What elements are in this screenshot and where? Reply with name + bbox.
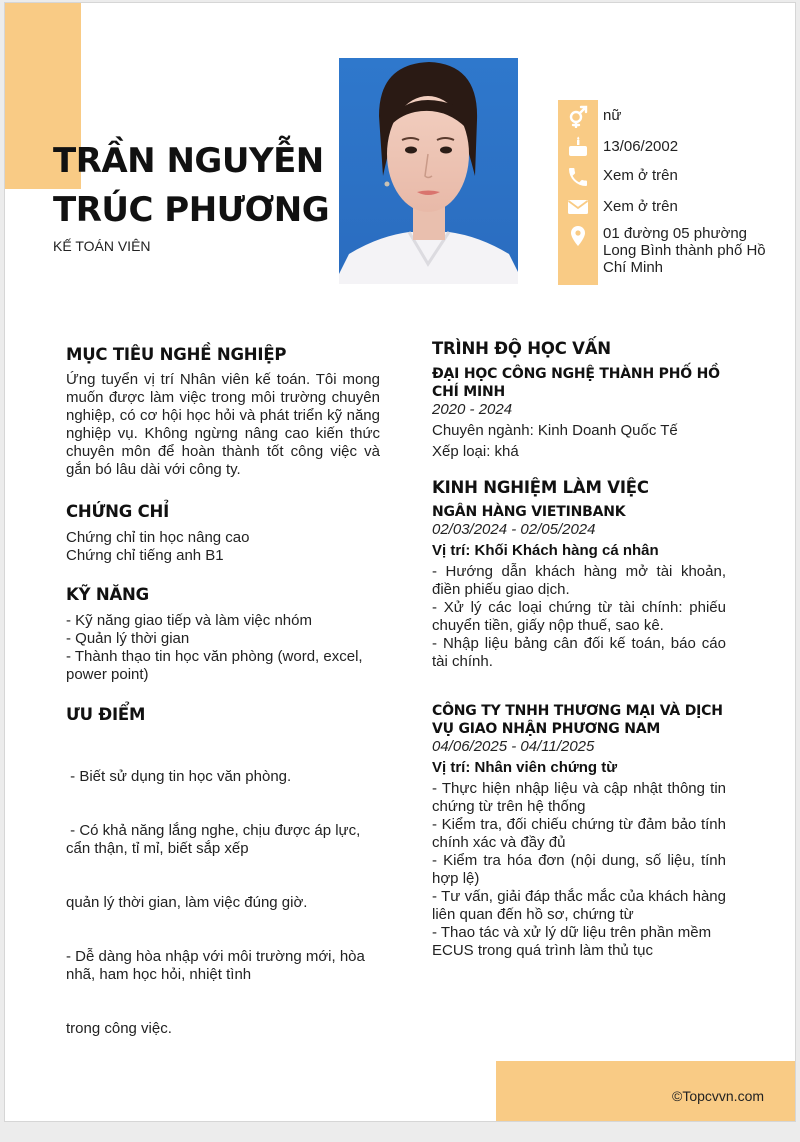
job-duty: - Hướng dẫn khách hàng mở tài khoản, điền phiếu giao dịch. [432,563,726,598]
school-name: ĐẠI HỌC CÔNG NGHỆ THÀNH PHỐ HỒ CHÍ MINH [432,366,720,400]
list-item: - Biết sử dụng tin học văn phòng. [66,768,292,785]
address-line: Chí Minh [603,259,664,276]
objective-text: Ứng tuyển vị trí Nhân viên kế toán. Tôi mong muốn được làm việc trong môi trường chuyên nghiệp, có cơ hội học hỏi và phát triển kỹ năng nghiệp vụ. Không ngừng nâng cao kiến thức chuyên môn để hoàn thành tốt công việc và gắn bó lâu dài với công ty. [66,371,380,478]
list-item: quản lý thời gian, làm việc đúng giờ. [66,894,308,911]
list-item: - Có khả năng lắng nghe, chịu được áp lực, cẩn thận, tỉ mỉ, biết sắp xếp [66,822,365,857]
job-duty: - Kiểm tra, đối chiếu chứng từ đảm bảo tính chính xác và đầy đủ [432,816,726,851]
left-column [66,339,380,1074]
gender-icon [563,103,593,129]
list-item: trong công việc. [66,1020,172,1037]
cv-page [4,2,796,1122]
section-title-experience: KINH NGHIỆM LÀM VIỆC [432,478,649,497]
job-title: KẾ TOÁN VIÊN [53,238,151,254]
skill-list [66,612,380,684]
list-item: - Kỹ năng giao tiếp và làm việc nhóm [66,612,312,629]
gender-value: nữ [603,107,622,124]
phone-icon [563,164,593,190]
job-duty: - Kiểm tra hóa đơn (nội dung, số liệu, tính hợp lệ) [432,852,726,887]
list-item: Chứng chỉ tiếng anh B1 [66,547,224,564]
list-item: - Thành thạo tin học văn phòng (word, excel, power point) [66,648,363,683]
address-line: 01 đường 05 phường [603,225,748,242]
strength-list [66,732,380,1074]
list-item: - Quản lý thời gian [66,630,190,647]
job-duty: - Thao tác và xử lý dữ liệu trên phần mềm ECUS trong quá trình làm thủ tục [432,924,712,959]
location-pin-icon [563,223,593,249]
job-entry [432,503,726,671]
email-icon [563,194,593,220]
section-title-certificates: CHỨNG CHỈ [66,502,170,521]
company-name: CÔNG TY TNHH THƯƠNG MẠI VÀ DỊCH VỤ GIAO NHẬN PHƯƠNG NAM [432,703,723,737]
list-item: Chứng chỉ tin học nâng cao [66,529,250,546]
name-line-2: TRÚC PHƯƠNG [53,190,330,230]
job-entry [432,702,726,960]
section-title-skills: KỸ NĂNG [66,585,150,604]
education-rank: Xếp loại: khá [432,443,519,460]
job-role: Vị trí: Nhân viên chứng từ [432,759,618,776]
job-duty: - Xử lý các loại chứng từ tài chính: phiếu chuyển tiền, giấy nộp thuế, sao kê. [432,599,726,634]
address-line: Long Bình thành phố Hồ [603,242,766,259]
job-period: 02/03/2024 - 02/05/2024 [432,521,596,538]
job-duty: - Nhập liệu bảng cân đối kế toán, báo cáo tài chính. [432,635,726,670]
birthday-cake-icon [563,134,593,160]
right-column [432,339,726,960]
section-title-education: TRÌNH ĐỘ HỌC VẤN [432,339,611,358]
job-period: 04/06/2025 - 04/11/2025 [432,738,595,755]
job-duty: - Thực hiện nhập liệu và cập nhật thông tin chứng từ trên hệ thống [432,780,726,815]
name-line-1: TRẦN NGUYỄN [53,141,324,181]
address-value [603,225,766,276]
company-name: NGÂN HÀNG VIETINBANK [432,504,626,520]
phone-value: Xem ở trên [603,167,678,184]
education-major: Chuyên ngành: Kinh Doanh Quốc Tế [432,422,678,439]
education-period: 2020 - 2024 [432,401,513,418]
job-duty: - Tư vấn, giải đáp thắc mắc của khách hàng liên quan đến hồ sơ, chứng từ [432,888,726,923]
candidate-name [53,137,329,235]
list-item: - Dễ dàng hòa nhập với môi trường mới, hòa nhã, ham học hỏi, nhiệt tình [66,948,370,983]
job-role: Vị trí: Khối Khách hàng cá nhân [432,542,659,559]
section-title-strengths: ƯU ĐIỂM [66,705,146,724]
birthday-value: 13/06/2002 [603,138,679,155]
certificate-list [66,529,380,565]
footer-brand: ©Topcvvn.com [672,1088,765,1104]
section-title-objective: MỤC TIÊU NGHỀ NGHIỆP [66,345,287,364]
profile-photo [339,58,518,284]
email-value: Xem ở trên [603,198,678,215]
